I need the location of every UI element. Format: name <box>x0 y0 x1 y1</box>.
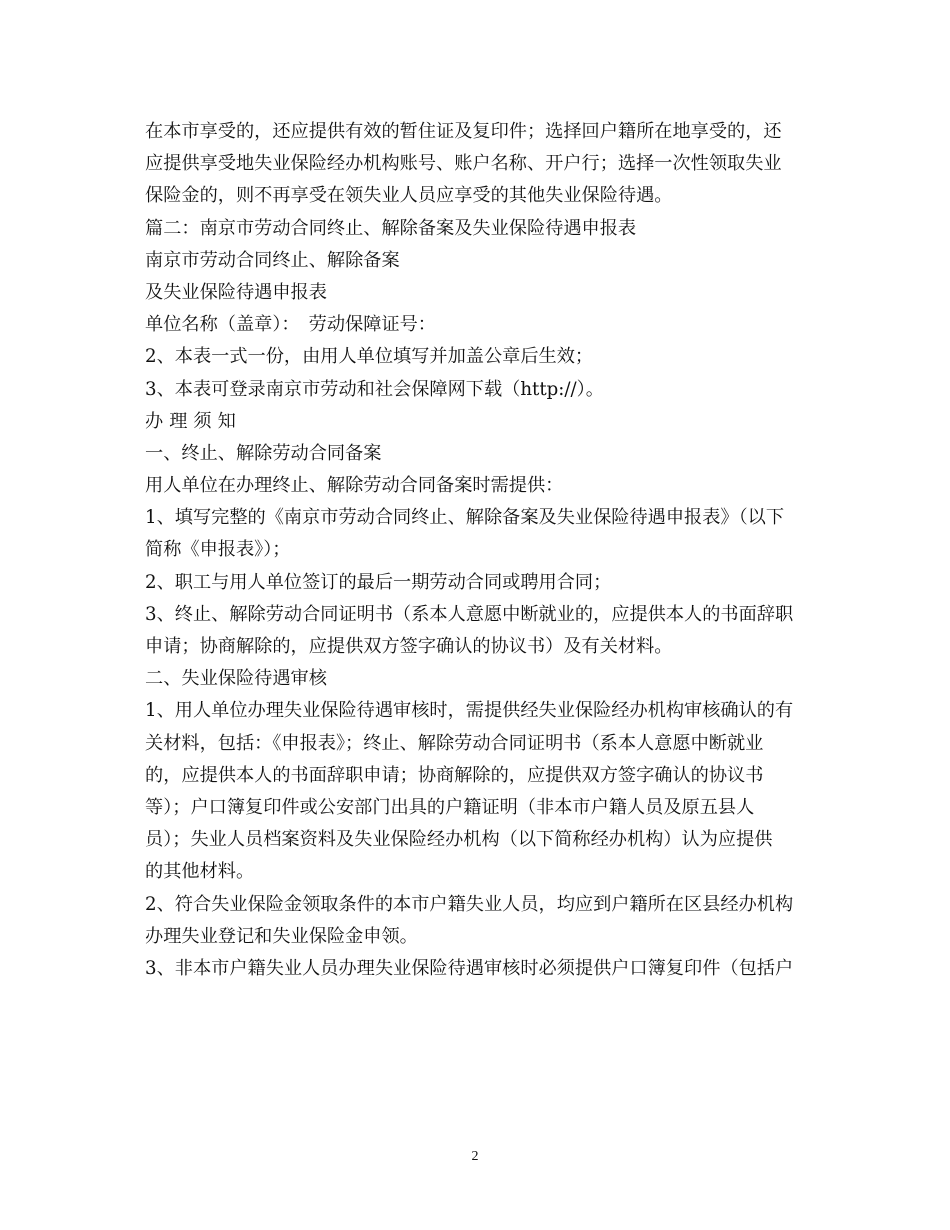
body-line: 3、本表可登录南京市劳动和社会保障网下载（http://）。 <box>145 378 604 400</box>
body-line: 3、非本市户籍失业人员办理失业保险待遇审核时必须提供户口簿复印件（包括户 <box>145 957 794 979</box>
section-heading: 篇二：南京市劳动合同终止、解除备案及失业保险待遇申报表 <box>145 217 637 239</box>
body-line: 申请；协商解除的，应提供双方签字确认的协议书）及有关材料。 <box>145 636 673 657</box>
body-line: 保险金的，则不再享受在领失业人员应享受的其他失业保险待遇。 <box>145 185 673 207</box>
body-line: 等）；户口簿复印件或公安部门出具的户籍证明（非本市户籍人员及原五县人 <box>145 796 755 818</box>
body-line: 员）；失业人员档案资料及失业保险经办机构（以下简称经办机构）认为应提供 <box>145 829 773 851</box>
body-line: 1、用人单位办理失业保险待遇审核时，需提供经失业保险经办机构审核确认的有 <box>145 700 794 722</box>
body-line: 的，应提供本人的书面辞职申请；协商解除的，应提供双方签字确认的协议书 <box>145 764 764 786</box>
body-line: 在本市享受的，还应提供有效的暂住证及复印件；选择回户籍所在地享受的，还 <box>145 121 782 142</box>
document-body <box>145 116 810 985</box>
body-line: 办理失业登记和失业保险金申领。 <box>145 925 418 947</box>
form-title-line-2: 及失业保险待遇申报表 <box>145 281 327 303</box>
body-line: 1、填写完整的《南京市劳动合同终止、解除备案及失业保险待遇申报表》（以下 <box>145 507 785 529</box>
body-line: 3、终止、解除劳动合同证明书（系本人意愿中断就业的，应提供本人的书面辞职 <box>145 603 794 625</box>
body-line: 的其他材料。 <box>145 861 255 883</box>
body-line: 应提供享受地失业保险经办机构账号、账户名称、开户行；选择一次性领取失业 <box>145 153 782 175</box>
body-line: 用人单位在办理终止、解除劳动合同备案时需提供： <box>145 475 564 497</box>
subsection-heading: 二、失业保险待遇审核 <box>145 668 327 690</box>
body-line: 2、职工与用人单位签订的最后一期劳动合同或聘用合同； <box>145 571 612 593</box>
body-line: 简称《申报表》）； <box>145 539 291 561</box>
subsection-heading: 一、终止、解除劳动合同备案 <box>145 442 382 464</box>
notice-heading: 办理须知 <box>145 410 242 432</box>
page-number: 2 <box>471 1149 479 1164</box>
body-line: 关材料，包括：《申报表》；终止、解除劳动合同证明书（系本人意愿中断就业 <box>145 732 764 754</box>
form-title-line-1: 南京市劳动合同终止、解除备案 <box>145 249 400 271</box>
body-line: 2、本表一式一份，由用人单位填写并加盖公章后生效； <box>145 346 594 368</box>
body-line: 2、符合失业保险金领取条件的本市户籍失业人员，均应到户籍所在区县经办机构 <box>145 893 794 915</box>
form-fields-line: 单位名称（盖章）： 劳动保障证号： <box>145 314 436 336</box>
